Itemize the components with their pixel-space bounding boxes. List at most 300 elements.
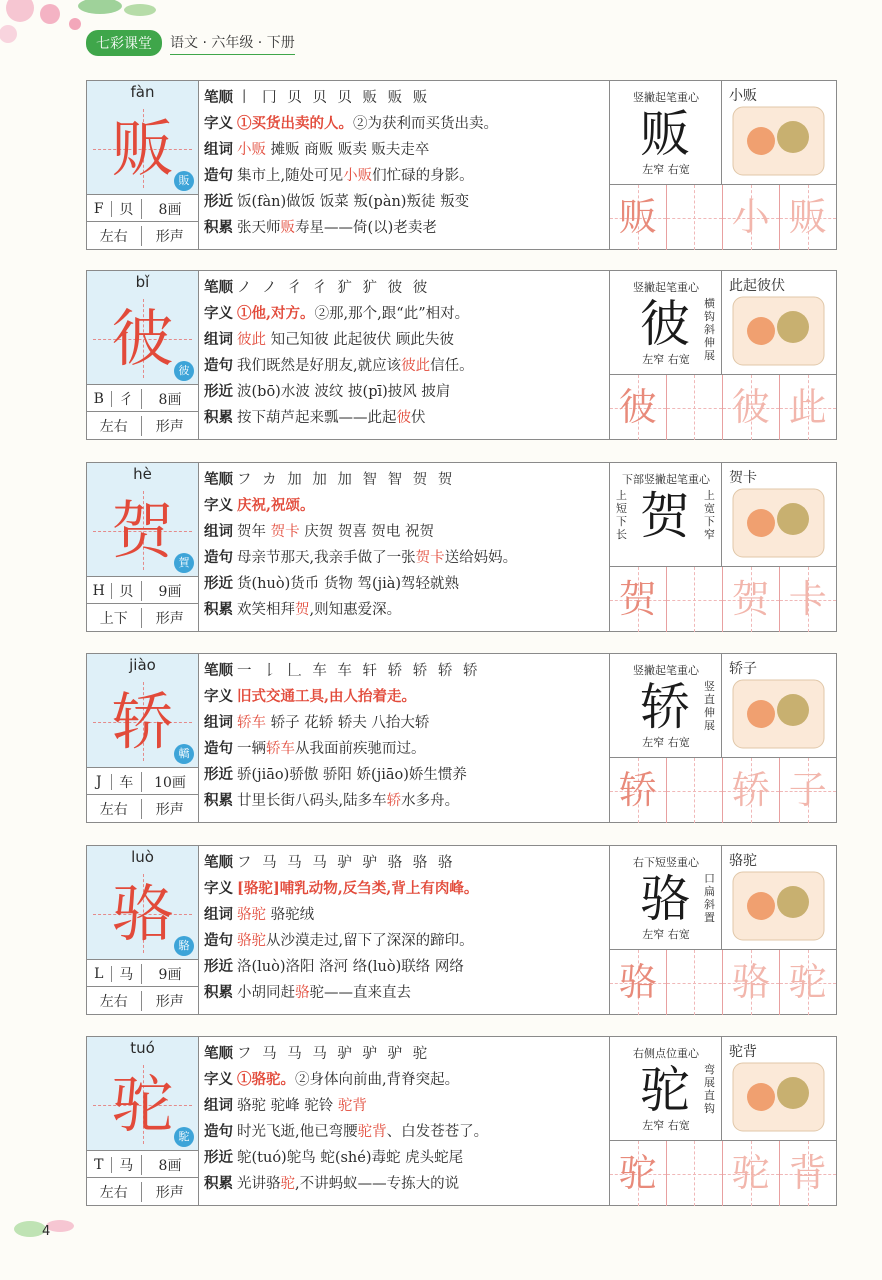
- tip-side: 口扁斜置: [704, 872, 715, 924]
- meaning-label: 字义: [204, 688, 233, 705]
- sentence-segment: 驼背: [357, 1124, 387, 1140]
- similar-line: [204, 571, 603, 597]
- practice-char: 贺: [731, 577, 770, 621]
- sentence-segment: 集市上,随处可见: [237, 168, 344, 184]
- practice-char: 此: [788, 385, 827, 429]
- practice-cell: [610, 758, 667, 823]
- book-title: 语文 · 六年级 · 下册: [170, 32, 295, 55]
- similar-chars: 鸵(tuó)鸵鸟 蛇(shé)毒蛇 虎头蛇尾: [237, 1150, 464, 1166]
- char-box: [87, 1037, 199, 1205]
- meaning-line: [204, 1067, 603, 1093]
- practice-cell: [667, 1141, 724, 1206]
- illustration-caption: 驼背: [729, 1044, 757, 1060]
- practice-cell: [780, 185, 837, 250]
- illustration: [721, 81, 836, 184]
- char-meta-row: [87, 194, 198, 222]
- tip-bottom: 左窄 右宽: [642, 1119, 690, 1132]
- writing-tip: [610, 463, 722, 566]
- big-character: 彼: [111, 302, 174, 375]
- stroke-count: 8画: [158, 391, 182, 408]
- words-segment: 骆驼绒: [266, 907, 315, 923]
- strokes-label: 笔顺: [204, 471, 233, 488]
- idiom-label: 积累: [204, 984, 233, 1001]
- idiom-segment: 小胡同赶: [237, 985, 295, 1001]
- pinyin: fàn: [87, 81, 198, 103]
- similar-line: [204, 762, 603, 788]
- practice-char: 卡: [788, 577, 827, 621]
- meaning-label: 字义: [204, 1071, 233, 1088]
- sentence-segment: 一辆: [237, 741, 266, 757]
- sentence-label: 造句: [204, 1123, 233, 1140]
- tip-title: 竖撇起笔重心: [633, 281, 699, 294]
- practice-cell: [723, 185, 780, 250]
- pinyin: tuó: [87, 1037, 198, 1059]
- idiom-line: [204, 788, 603, 814]
- stroke-count: 8画: [158, 201, 182, 218]
- sentence-line: [204, 353, 603, 379]
- practice-char: [667, 375, 723, 440]
- idiom-segment: 骆: [295, 985, 310, 1001]
- meaning-label: 字义: [204, 880, 233, 897]
- words-segment: 庆贺 贺喜 贺电 祝贺: [299, 524, 435, 540]
- char-info: [198, 1037, 610, 1205]
- words-line: [204, 1093, 603, 1119]
- practice-char: 背: [788, 1151, 827, 1195]
- tip-side: 弯展直钩: [704, 1063, 715, 1115]
- idiom-segment: 彼: [396, 410, 411, 426]
- stroke-order: ノ ノ 彳 彳 犷 犷 彼 彼: [237, 280, 431, 296]
- character-card: [86, 462, 837, 632]
- illustration-image: [731, 678, 826, 750]
- strokes-line: [204, 850, 603, 876]
- traditional-char-badge: 駝: [174, 1127, 194, 1147]
- words-label: 组词: [204, 523, 233, 540]
- practice-cell: [667, 185, 724, 250]
- stroke-count: 8画: [158, 1157, 182, 1174]
- similar-line: [204, 379, 603, 405]
- radical: 贝: [112, 199, 142, 219]
- illustration-caption: 骆驼: [729, 853, 757, 869]
- character-card: [86, 270, 837, 440]
- idiom-label: 积累: [204, 409, 233, 426]
- meaning-segment: ①他,对方。: [237, 305, 315, 322]
- similar-chars: 骄(jiāo)骄傲 骄阳 娇(jiāo)娇生惯养: [237, 767, 467, 783]
- sentence-segment: 、白发苍苍了。: [386, 1124, 489, 1140]
- pinyin: bǐ: [87, 271, 198, 293]
- similar-label: 形近: [204, 193, 233, 210]
- sentence-segment: 们忙碌的身影。: [372, 168, 474, 184]
- tip-character: 贩: [640, 105, 690, 163]
- character-card: [86, 1036, 837, 1206]
- char-structure-row: [87, 794, 198, 822]
- character-card: [86, 845, 837, 1015]
- char-box: [87, 463, 199, 631]
- idiom-line: [204, 215, 603, 241]
- sentence-segment: 我们既然是好朋友,就应该: [237, 358, 402, 374]
- formation-type: 形声: [155, 801, 184, 818]
- similar-line: [204, 1145, 603, 1171]
- index-letter: B: [87, 391, 112, 407]
- practice-cell: [667, 758, 724, 823]
- stroke-order: 一 𠄌 𠃊 车 车 轩 轿 轿 轿 轿: [237, 663, 481, 679]
- practice-cell: [780, 758, 837, 823]
- practice-char: 轿: [618, 768, 657, 812]
- illustration-image: [731, 487, 826, 559]
- sentence-line: [204, 736, 603, 762]
- meaning-segment: ②为获利而买货出卖。: [353, 116, 498, 132]
- similar-chars: 波(bō)水波 波纹 披(pī)披风 披肩: [237, 384, 451, 400]
- meaning-line: [204, 301, 603, 327]
- meaning-segment: ①骆驼。: [237, 1071, 295, 1088]
- practice-cell: [723, 758, 780, 823]
- structure: 左右: [87, 226, 142, 246]
- illustration-image: [731, 870, 826, 942]
- writing-tip: [610, 1037, 722, 1140]
- pinyin: hè: [87, 463, 198, 485]
- strokes-line: [204, 275, 603, 301]
- char-structure-row: [87, 986, 198, 1014]
- practice-char: 贩: [618, 195, 657, 239]
- sentence-segment: 送给妈妈。: [444, 550, 518, 566]
- sentence-label: 造句: [204, 357, 233, 374]
- stroke-order: フ カ 加 加 加 智 智 贺 贺: [237, 472, 456, 488]
- words-line: [204, 710, 603, 736]
- tip-character: 驼: [640, 1061, 690, 1119]
- big-character: 贺: [111, 494, 174, 567]
- sentence-label: 造句: [204, 167, 233, 184]
- sentence-line: [204, 928, 603, 954]
- idiom-segment: 张天师: [237, 220, 281, 236]
- idiom-segment: 欢笑相拜: [237, 602, 295, 618]
- char-box: [87, 654, 199, 822]
- tip-bottom: 左窄 右宽: [642, 736, 690, 749]
- traditional-char-badge: 賀: [174, 553, 194, 573]
- similar-label: 形近: [204, 766, 233, 783]
- char-meta-row: [87, 1150, 198, 1178]
- structure: 左右: [87, 799, 142, 819]
- char-box: [87, 271, 199, 439]
- practice-cell: [780, 950, 837, 1015]
- words-segment: 小贩: [237, 142, 266, 158]
- idiom-segment: 水多舟。: [401, 793, 460, 809]
- tip-character: 轿: [640, 678, 690, 736]
- sentence-label: 造句: [204, 932, 233, 949]
- practice-grid: [610, 184, 836, 250]
- stroke-count: 10画: [154, 774, 186, 791]
- stroke-count: 9画: [158, 583, 182, 600]
- practice-cell: [667, 375, 724, 440]
- tip-side-right: 上宽下窄: [704, 489, 715, 541]
- meaning-segment: 旧式交通工具,由人抬着走。: [237, 688, 417, 705]
- char-structure-row: [87, 221, 198, 249]
- practice-char: 骆: [731, 960, 770, 1004]
- sentence-label: 造句: [204, 549, 233, 566]
- words-line: [204, 519, 603, 545]
- tip-side: 竖直伸展: [704, 680, 715, 732]
- sentence-segment: 从我面前疾驰而过。: [295, 741, 426, 757]
- practice-char: 子: [788, 768, 827, 812]
- idiom-label: 积累: [204, 601, 233, 618]
- similar-label: 形近: [204, 1149, 233, 1166]
- meaning-label: 字义: [204, 305, 233, 322]
- words-line: [204, 137, 603, 163]
- char-box: [87, 846, 199, 1014]
- words-label: 组词: [204, 331, 233, 348]
- tip-bottom: 左窄 右宽: [642, 163, 690, 176]
- stroke-order: フ 马 马 马 驴 驴 骆 骆 骆: [237, 855, 456, 871]
- idiom-segment: 驼——直来直去: [309, 985, 411, 1001]
- page-number: 4: [42, 1224, 51, 1239]
- tip-side-left: 上短下长: [616, 489, 627, 541]
- words-segment: 贺年: [237, 524, 271, 540]
- tip-title: 右下短竖重心: [633, 856, 699, 869]
- stroke-order: 丨 冂 贝 贝 贝 贩 贩 贩: [237, 90, 431, 106]
- sentence-line: [204, 1119, 603, 1145]
- structure: 左右: [87, 991, 142, 1011]
- index-letter: H: [87, 583, 112, 599]
- tip-character: 贺: [640, 487, 690, 545]
- writing-tip: [610, 654, 722, 757]
- sentence-label: 造句: [204, 740, 233, 757]
- idiom-segment: 贺: [295, 602, 310, 618]
- char-info: [198, 846, 610, 1014]
- meaning-line: [204, 876, 603, 902]
- idiom-segment: 轿: [386, 793, 402, 809]
- idiom-line: [204, 1171, 603, 1197]
- words-segment: 骆驼 驼峰 驼铃: [237, 1098, 338, 1114]
- practice-cell: [723, 950, 780, 1015]
- practice-char: 贩: [788, 195, 827, 239]
- stroke-order: フ 马 马 马 驴 驴 驴 驼: [237, 1046, 431, 1062]
- practice-char: [667, 950, 723, 1015]
- meaning-label: 字义: [204, 497, 233, 514]
- char-box: [87, 81, 199, 249]
- sentence-segment: 骆驼: [237, 933, 266, 949]
- meaning-line: [204, 111, 603, 137]
- illustration-caption: 小贩: [729, 88, 757, 104]
- strokes-label: 笔顺: [204, 1045, 233, 1062]
- practice-char: 驼: [618, 1151, 657, 1195]
- practice-char: 驼: [731, 1151, 770, 1195]
- practice-char: [667, 567, 723, 632]
- page-header: [86, 30, 295, 56]
- writing-tip: [610, 846, 722, 949]
- char-meta-row: [87, 959, 198, 987]
- radical: 马: [112, 1155, 142, 1175]
- index-letter: J: [87, 774, 112, 790]
- sentence-segment: 彼此: [401, 358, 431, 374]
- sentence-segment: 轿车: [266, 741, 295, 757]
- practice-char: 贺: [618, 577, 657, 621]
- idiom-segment: 伏: [411, 410, 426, 426]
- practice-cell: [780, 375, 837, 440]
- idiom-segment: 按下葫芦起来瓢——此起: [237, 410, 397, 426]
- formation-type: 形声: [155, 418, 184, 435]
- big-character: 轿: [111, 685, 174, 758]
- similar-chars: 洛(luò)洛阳 洛河 络(luò)联络 网络: [237, 959, 464, 975]
- idiom-label: 积累: [204, 1175, 233, 1192]
- big-character: 贩: [111, 112, 174, 185]
- structure: 上下: [87, 608, 142, 628]
- formation-type: 形声: [155, 610, 184, 627]
- strokes-label: 笔顺: [204, 89, 233, 106]
- tip-title: 下部竖撇起笔重心: [622, 473, 710, 486]
- meaning-segment: ②那,那个,跟“此”相对。: [314, 306, 470, 322]
- index-letter: F: [87, 201, 112, 217]
- practice-grid: [610, 566, 836, 632]
- writing-tip: [610, 81, 722, 184]
- strokes-label: 笔顺: [204, 279, 233, 296]
- illustration-caption: 贺卡: [729, 470, 757, 486]
- strokes-line: [204, 658, 603, 684]
- words-segment: 驼背: [337, 1098, 367, 1114]
- practice-cell: [780, 1141, 837, 1206]
- meaning-segment: ①买货出卖的人。: [237, 115, 353, 132]
- radical: 车: [112, 772, 142, 792]
- illustration: [721, 654, 836, 757]
- char-info: [198, 463, 610, 631]
- practice-grid: [610, 757, 836, 823]
- character-card: [86, 653, 837, 823]
- tip-side: 横钩斜伸展: [704, 297, 715, 362]
- index-letter: L: [87, 966, 112, 982]
- char-meta-row: [87, 576, 198, 604]
- char-meta-row: [87, 767, 198, 795]
- traditional-char-badge: 販: [174, 171, 194, 191]
- idiom-segment: 廿里长街八码头,陆多车: [237, 793, 387, 809]
- words-segment: 贺卡: [270, 524, 300, 540]
- illustration: [721, 463, 836, 566]
- idiom-segment: 驼: [280, 1176, 295, 1192]
- brand-label: 七彩课堂: [86, 30, 162, 56]
- illustration-caption: 此起彼伏: [729, 278, 785, 294]
- words-segment: 轿车: [237, 715, 266, 731]
- radical: 彳: [112, 389, 142, 409]
- formation-type: 形声: [155, 1184, 184, 1201]
- char-info: [198, 654, 610, 822]
- words-line: [204, 902, 603, 928]
- tip-character: 骆: [640, 870, 690, 928]
- character-card: [86, 80, 837, 250]
- structure: 左右: [87, 416, 142, 436]
- pinyin: jiào: [87, 654, 198, 676]
- similar-label: 形近: [204, 958, 233, 975]
- words-line: [204, 327, 603, 353]
- practice-cell: [723, 1141, 780, 1206]
- idiom-line: [204, 980, 603, 1006]
- idiom-label: 积累: [204, 792, 233, 809]
- words-label: 组词: [204, 141, 233, 158]
- meaning-segment: ②身体向前曲,背脊突起。: [295, 1072, 460, 1088]
- stroke-count: 9画: [158, 966, 182, 983]
- practice-cell: [667, 567, 724, 632]
- words-segment: 骆驼: [237, 907, 266, 923]
- formation-type: 形声: [155, 993, 184, 1010]
- tip-title: 右侧点位重心: [633, 1047, 699, 1060]
- char-info: [198, 271, 610, 439]
- practice-cell: [667, 950, 724, 1015]
- radical: 马: [112, 964, 142, 984]
- practice-char: 轿: [731, 768, 770, 812]
- idiom-line: [204, 405, 603, 431]
- similar-label: 形近: [204, 383, 233, 400]
- similar-line: [204, 954, 603, 980]
- char-meta-row: [87, 384, 198, 412]
- sentence-line: [204, 545, 603, 571]
- traditional-char-badge: 轎: [174, 744, 194, 764]
- practice-cell: [610, 375, 667, 440]
- illustration-image: [731, 105, 826, 177]
- tip-title: 竖撇起笔重心: [633, 91, 699, 104]
- sentence-segment: 小贩: [343, 168, 373, 184]
- practice-grid: [610, 949, 836, 1015]
- practice-grid: [610, 374, 836, 440]
- practice-char: 彼: [618, 385, 657, 429]
- tip-character: 彼: [640, 295, 690, 353]
- formation-type: 形声: [155, 228, 184, 245]
- traditional-char-badge: 彼: [174, 361, 194, 381]
- practice-cell: [780, 567, 837, 632]
- idiom-segment: 贩: [280, 220, 295, 236]
- pinyin: luò: [87, 846, 198, 868]
- sentence-line: [204, 163, 603, 189]
- practice-char: 小: [731, 195, 770, 239]
- illustration-image: [731, 295, 826, 367]
- tip-bottom: 左窄 右宽: [642, 928, 690, 941]
- practice-char: [667, 758, 723, 823]
- strokes-label: 笔顺: [204, 662, 233, 679]
- words-label: 组词: [204, 1097, 233, 1114]
- index-letter: T: [87, 1157, 112, 1173]
- practice-cell: [610, 567, 667, 632]
- similar-line: [204, 189, 603, 215]
- tip-title: 竖撇起笔重心: [633, 664, 699, 677]
- idiom-segment: 光讲骆: [237, 1176, 281, 1192]
- char-structure-row: [87, 411, 198, 439]
- meaning-segment: 庆祝,祝颂。: [237, 497, 315, 514]
- similar-chars: 饭(fàn)做饭 饭菜 叛(pàn)叛徒 叛变: [237, 194, 470, 210]
- idiom-segment: 寿星——倚(以)老卖老: [295, 220, 437, 236]
- tip-bottom: 左窄 右宽: [642, 353, 690, 366]
- char-info: [198, 81, 610, 249]
- sentence-segment: 母亲节那天,我亲手做了一张: [237, 550, 416, 566]
- practice-char: 彼: [731, 385, 770, 429]
- char-structure-row: [87, 603, 198, 631]
- words-label: 组词: [204, 906, 233, 923]
- char-structure-row: [87, 1177, 198, 1205]
- words-segment: 知己知彼 此起彼伏 顾此失彼: [266, 332, 454, 348]
- idiom-segment: ,不讲蚂蚁——专拣大的说: [295, 1176, 460, 1192]
- practice-cell: [610, 1141, 667, 1206]
- words-label: 组词: [204, 714, 233, 731]
- practice-cell: [723, 567, 780, 632]
- sentence-segment: 信任。: [430, 358, 474, 374]
- idiom-segment: ,则知惠爱深。: [309, 602, 402, 618]
- meaning-line: [204, 684, 603, 710]
- sentence-segment: 贺卡: [415, 550, 445, 566]
- illustration: [721, 846, 836, 949]
- practice-char: [667, 1141, 723, 1206]
- meaning-label: 字义: [204, 115, 233, 132]
- structure: 左右: [87, 1182, 142, 1202]
- writing-tip: [610, 271, 722, 374]
- idiom-line: [204, 597, 603, 623]
- practice-cell: [723, 375, 780, 440]
- practice-char: [667, 185, 723, 250]
- practice-char: 驼: [788, 960, 827, 1004]
- practice-char: 骆: [618, 960, 657, 1004]
- practice-cell: [610, 950, 667, 1015]
